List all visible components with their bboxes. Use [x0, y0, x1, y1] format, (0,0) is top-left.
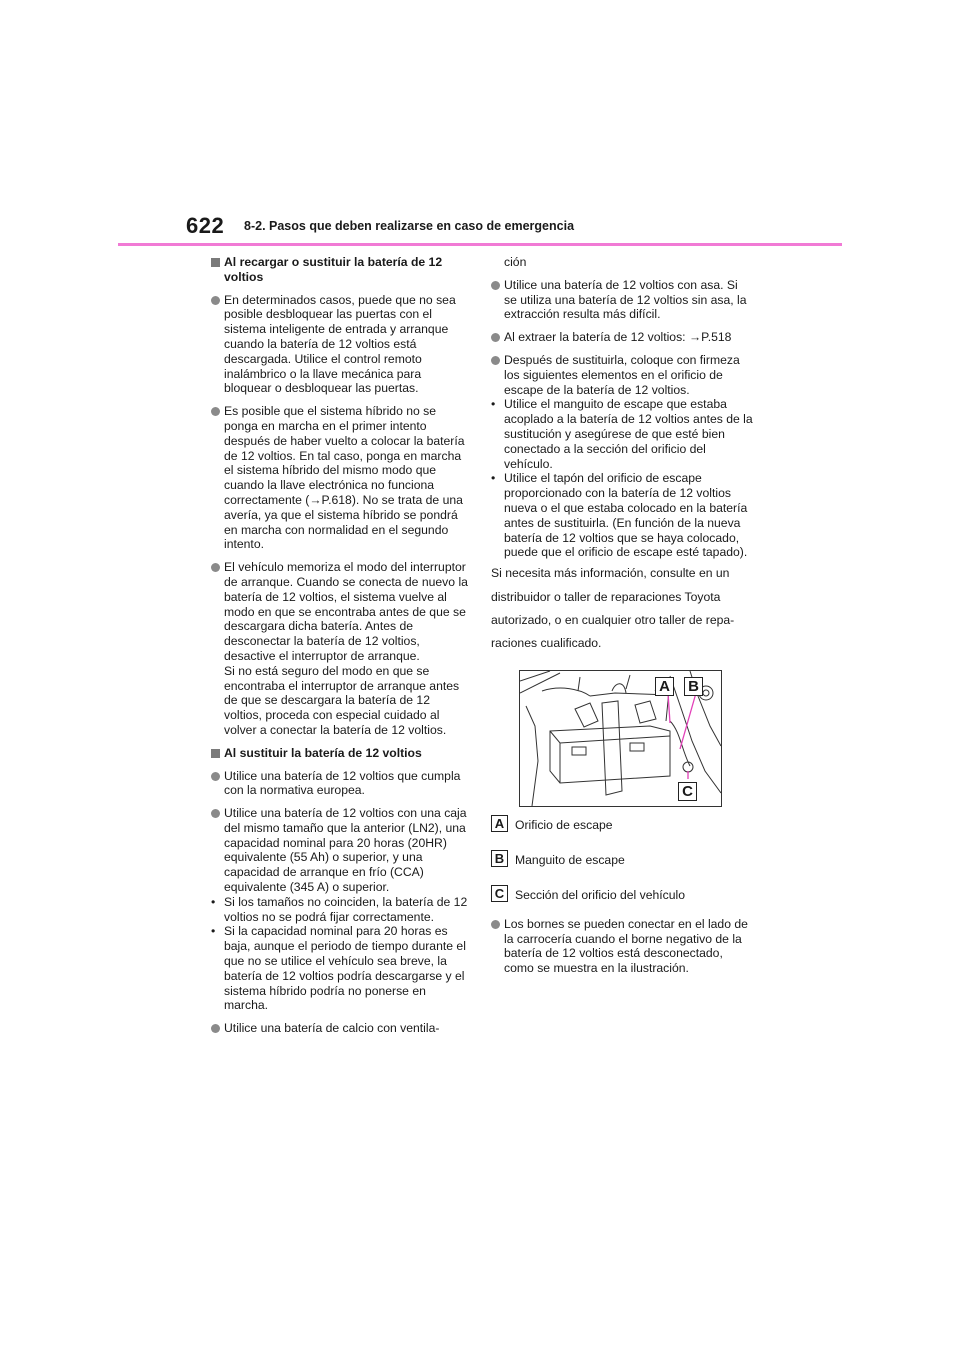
callout-line-b: [680, 693, 696, 749]
page-reference-link[interactable]: P.518: [701, 330, 732, 345]
legend-item: [491, 887, 753, 903]
legend-text: Sección del orificio del vehículo: [515, 887, 686, 902]
bullet-text: Después de sustituirla, coloque con firmeza los siguientes elementos en el orificio de escape de la batería de 12 voltios.: [504, 352, 740, 397]
battery-illustration: [519, 670, 722, 807]
bullet-text: Utilice una batería de 12 voltios con una caja del mismo tamaño que la anterior (LN2), una capacidad nominal para 20 horas (20HR) equivalente (55 Ah) o superior, y una capacidad de arranque en frío (CCA) equivalente (345 A) o superior.: [224, 806, 467, 895]
sub-bullet-mark: •: [211, 894, 216, 909]
round-bullet-icon: [211, 407, 220, 416]
bullet-item: [211, 293, 469, 397]
sub-item-text: Utilice el tapón del orificio de escape proporcionado con la batería de 12 voltios nueva o el que estaba colocado en la batería antes de sustituirla. (En función de la nueva batería de 12 voltios que se haya colocado, puede que el orificio de escape esté tapado).: [504, 471, 748, 560]
bullet-text: Es posible que el sistema híbrido no se ponga en marcha en el primer intento después de haber vuelto a colocar la batería de 12 voltios. En tal caso, ponga en marcha el sistema híbrido del mismo modo que cuando la llave electrónica no funciona correctamente (→P.618). No se trata de una avería, ya que el sistema híbrido se pondrá en marcha con normalidad en el segundo intento.: [224, 404, 465, 552]
bullet-text: El vehículo memoriza el modo del interruptor de arranque. Cuando se conecta de nuevo la batería de 12 voltios, el sistema vuelve al modo en que se encontraba antes de que se descargara dicha batería. Antes de desconectar la batería de 12 voltios, desactive el interruptor de arranque.: [224, 560, 468, 663]
sub-item: [491, 471, 753, 560]
heading-text: Al recargar o sustituir la batería de 12 voltios: [224, 255, 443, 284]
legend-text: Orificio de escape: [515, 817, 613, 832]
heading-recharge-battery: [211, 255, 469, 285]
callout-label-c: C: [678, 782, 697, 801]
callout-label-b: B: [684, 677, 703, 696]
left-column: [211, 255, 469, 1044]
bullet-text: Utilice una batería de 12 voltios con asa. Si se utiliza una batería de 12 voltios sin asa, la extracción resulta más difícil.: [504, 277, 747, 322]
bullet-item: [211, 1021, 469, 1036]
round-bullet-icon: [211, 296, 220, 305]
square-bullet-icon: [211, 749, 220, 758]
paragraph-line: raciones cualificado.: [491, 636, 602, 651]
paragraph-line: distribuidor o taller de reparaciones Toyota: [491, 589, 721, 604]
legend-item: [491, 817, 753, 833]
round-bullet-icon: [211, 809, 220, 818]
bullet-text: Los bornes se pueden conectar en el lado de la carrocería cuando el borne negativo de la batería de 12 voltios está desconectado, como se muestra en la ilustración.: [504, 916, 748, 976]
bullet-item: [491, 353, 753, 560]
sub-item: [211, 895, 469, 925]
round-bullet-icon: [211, 772, 220, 781]
legend-text: Manguito de escape: [515, 852, 625, 867]
round-bullet-icon: [491, 356, 500, 365]
bullet-item: [211, 560, 469, 738]
bullet-item: [491, 278, 753, 322]
square-bullet-icon: [211, 258, 220, 267]
bullet-text: Si no está seguro del modo en que se encontraba el interruptor de arranque antes de que se descargara la batería de 12 voltios, proceda con especial cuidado al volver a conectar la batería de 12 voltios.: [224, 663, 460, 737]
bullet-text: En determinados casos, puede que no sea posible desbloquear las puertas con el sistema inteligente de entrada y arranque cuando la batería de 12 voltios está descargada. Utilice el control remoto inalámbrico o la llave mecánica para bloquear o desbloquear las puertas.: [224, 292, 456, 396]
header-rule: [118, 243, 842, 246]
sub-bullet-mark: •: [491, 397, 496, 412]
round-bullet-icon: [491, 333, 500, 342]
sub-bullet-mark: •: [211, 924, 216, 939]
right-column: [491, 255, 753, 984]
legend-key-box: C: [491, 885, 508, 902]
round-bullet-icon: [491, 920, 500, 929]
round-bullet-icon: [211, 1024, 220, 1033]
right-arrow-icon: →: [688, 330, 702, 345]
bullet-item: [491, 330, 753, 345]
bullet-item: [211, 769, 469, 799]
bullet-item: [211, 806, 469, 1013]
page-number: 622: [186, 213, 225, 238]
sub-item-text: Si los tamaños no coinciden, la batería de 12 voltios no se podrá fijar correctamente.: [224, 894, 468, 924]
callout-label-a: A: [655, 677, 674, 696]
heading-text: Al sustituir la batería de 12 voltios: [224, 745, 422, 760]
sub-bullet-mark: •: [491, 471, 496, 486]
page-reference-link[interactable]: P.618: [321, 492, 352, 507]
paragraph-line: autorizado, o en cualquier otro taller de repa-: [491, 612, 735, 627]
callout-line-a: [668, 693, 670, 723]
right-arrow-icon: →: [309, 492, 322, 507]
round-bullet-icon: [491, 281, 500, 290]
bullet-item: [491, 917, 753, 976]
section-title: 8-2. Pasos que deben realizarse en caso de emergencia: [244, 219, 575, 233]
sub-item: [211, 924, 469, 1013]
bullet-text: Utilice una batería de calcio con ventila-: [224, 1021, 440, 1036]
heading-replace-battery: [211, 746, 469, 761]
bullet-item: [211, 404, 469, 552]
bullet-continuation: ción: [504, 255, 527, 269]
bullet-text: Al extraer la batería de 12 voltios: →P.518: [504, 330, 732, 345]
legend-key-box: B: [491, 850, 508, 867]
sub-item: [491, 397, 753, 471]
sub-item-text: Si la capacidad nominal para 20 horas es baja, aunque el periodo de tiempo durante el que no se utilice el vehículo sea breve, la batería de 12 voltios podría descargarse y el sistema híbrido podría no ponerse en marcha.: [224, 924, 466, 1013]
paragraph-line: Si necesita más información, consulte en un: [491, 566, 730, 581]
sub-item-text: Utilice el manguito de escape que estaba acoplado a la batería de 12 voltios antes de la sustitución y asegúrese de que esté bien conectado a la sección del orificio del vehículo.: [504, 397, 753, 471]
legend-key-box: A: [491, 815, 508, 832]
bullet-text: Utilice una batería de 12 voltios que cumpla con la normativa europea.: [224, 768, 461, 798]
round-bullet-icon: [211, 563, 220, 572]
legend-item: [491, 852, 753, 868]
